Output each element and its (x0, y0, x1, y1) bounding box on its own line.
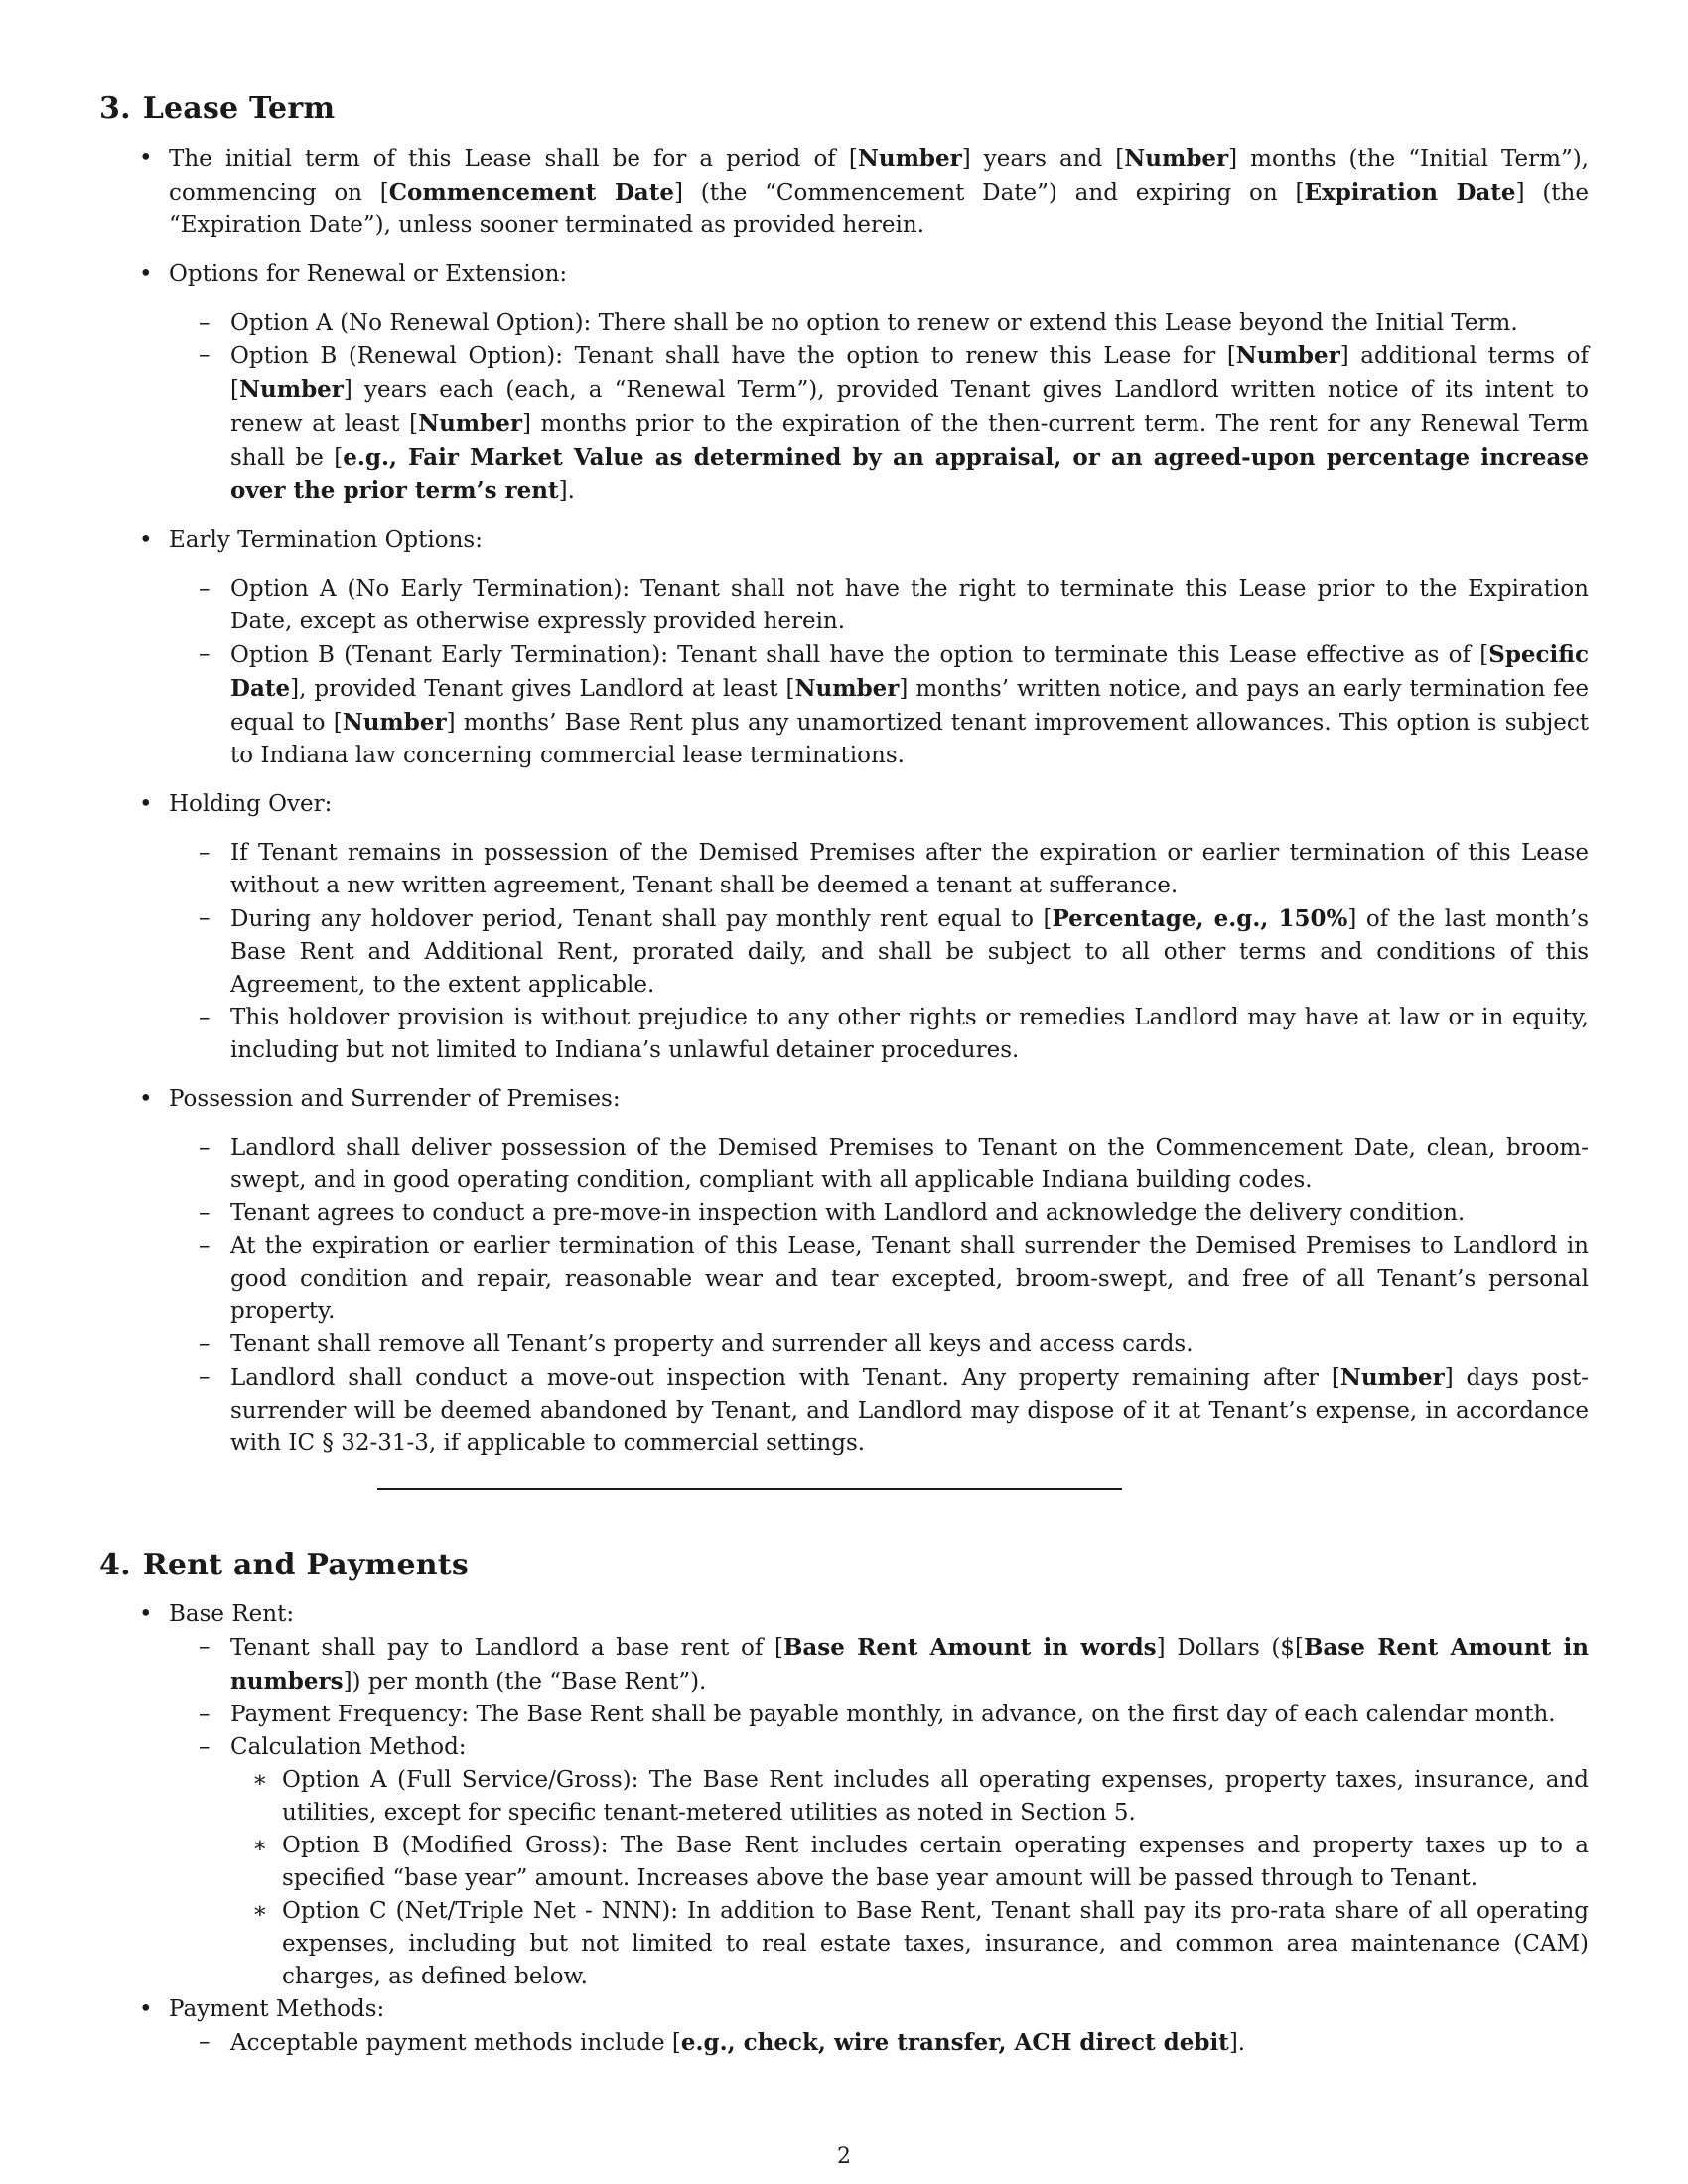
document-page (99, 91, 1589, 2060)
text-run: Option B (Modified Gross): The Base Rent includes certain operating expenses and property taxes up to a specified “base year” amount. Increases above the base year amount will be passed through to Tenant. (282, 1833, 1589, 1891)
list-item-holding-over (99, 788, 1589, 1067)
section-number: 3. (99, 91, 131, 126)
text-run: ] years and [ (961, 146, 1125, 172)
bullet-icon: • (139, 1086, 153, 1112)
text-run: ]) per month (the “Base Rent”). (343, 1669, 707, 1695)
bullet-icon: • (139, 791, 153, 817)
sub-list (169, 1132, 1589, 1460)
sub-sub-item (230, 1895, 1589, 1993)
bullet-icon: • (139, 527, 153, 553)
section-4-heading (99, 1548, 1589, 1582)
item-heading: Payment Methods: (169, 1996, 385, 2022)
asterisk-icon: ∗ (252, 1767, 268, 1793)
item-heading: Options for Renewal or Extension: (169, 261, 568, 287)
sub-item (169, 1132, 1589, 1197)
section-3-heading (99, 91, 1589, 126)
placeholder-field: Base Rent Amount in words (782, 1634, 1157, 1661)
item-heading: Possession and Surrender of Premises: (169, 1086, 621, 1112)
placeholder-field: Number (1339, 1364, 1445, 1391)
sub-list (169, 1631, 1589, 1993)
sub-list (169, 2026, 1589, 2060)
text-run: ] months’ Base Rent plus any unamortized tenant improvement allowances. This option is subject to Indiana law concerning commercial lease terminations. (230, 710, 1589, 768)
sub-item (169, 2026, 1589, 2060)
section-3-list (99, 142, 1589, 1460)
text-run: ] (the “Expiration Date”), unless sooner terminated as provided herein. (169, 180, 1589, 238)
section-title: Lease Term (142, 91, 336, 126)
list-item-possession (99, 1083, 1589, 1460)
text-run: ] of the last month’s Base Rent and Additional Rent, prorated daily, and shall be subject to all other terms and conditions of this Agreement, to the extent applicable. (230, 906, 1590, 998)
sub-list (169, 837, 1589, 1067)
section-title: Rent and Payments (142, 1548, 469, 1582)
text-run: ] years each (each, a “Renewal Term”), provided Tenant gives Landlord written notice of its intent to renew at least [ (230, 377, 1589, 437)
dash-icon: – (199, 576, 211, 602)
list-item-base-rent (99, 1598, 1589, 1993)
text-run: ] additional terms of [ (230, 343, 1589, 403)
dash-icon: – (199, 840, 211, 866)
placeholder-field: e.g., check, wire transfer, ACH direct debit (680, 2029, 1229, 2056)
dash-icon: – (199, 310, 211, 336)
text-run: Tenant shall pay to Landlord a base rent of [ (230, 1635, 783, 1661)
dash-icon: – (199, 1331, 211, 1357)
sub-item (169, 1230, 1589, 1328)
text-run: Tenant shall remove all Tenant’s property and surrender all keys and access cards. (230, 1331, 1194, 1357)
page-number: 2 (837, 2144, 851, 2169)
text-run: Acceptable payment methods include [ (230, 2030, 681, 2056)
sub-item (169, 1002, 1589, 1067)
sub-item (169, 1631, 1589, 1699)
placeholder-field: Expiration Date (1304, 179, 1516, 205)
bullet-icon: • (139, 261, 153, 287)
text-run: ]. (558, 478, 575, 504)
text-run: The initial term of this Lease shall be for a period of [ (169, 146, 858, 172)
sub-sub-list (230, 1764, 1589, 1993)
placeholder-field: Number (1235, 342, 1340, 369)
text-run: Payment Frequency: The Base Rent shall be payable monthly, in advance, on the first day of each calendar month. (230, 1702, 1556, 1727)
bullet-icon: • (139, 1601, 153, 1627)
asterisk-icon: ∗ (252, 1833, 268, 1858)
asterisk-icon: ∗ (252, 1898, 268, 1924)
section-number: 4. (99, 1548, 131, 1582)
sub-item (169, 638, 1589, 772)
item-heading: Base Rent: (169, 1601, 295, 1627)
dash-icon: – (199, 342, 211, 368)
text-run: This holdover provision is without prejudice to any other rights or remedies Landlord may have at law or in equity, including but not limited to Indiana’s unlawful detainer procedures. (230, 1005, 1589, 1063)
dash-icon: – (199, 1005, 211, 1030)
text-run: At the expiration or earlier termination of this Lease, Tenant shall surrender the Demised Premises to Landlord in good condition and repair, reasonable wear and tear excepted, broom-swept, and free of all Tenant’s personal property. (230, 1233, 1589, 1324)
sub-sub-item (230, 1830, 1589, 1895)
sub-item (169, 340, 1589, 508)
text-run: Landlord shall deliver possession of the Demised Premises to Tenant on the Commencement Date, clean, broom-swept, and in good operating condition, compliant with all applicable Indiana building codes. (230, 1135, 1589, 1193)
placeholder-field: Commencement Date (388, 179, 674, 205)
dash-icon: – (199, 1734, 211, 1760)
dash-icon: – (199, 1200, 211, 1226)
sub-item (169, 573, 1589, 638)
text-run: Option A (No Early Termination): Tenant shall not have the right to terminate this Lease prior to the Expiration Date, except as otherwise expressly provided herein. (230, 576, 1589, 634)
text-run: ] months prior to the expiration of the then-current term. The rent for any Renewal Term shall be [ (230, 411, 1589, 471)
bullet-icon: • (139, 1996, 153, 2022)
sub-item (169, 1328, 1589, 1361)
sub-item (169, 837, 1589, 902)
placeholder-field: Number (342, 709, 447, 736)
section-4-list (99, 1598, 1589, 2060)
dash-icon: – (199, 1135, 211, 1160)
text-run: Option B (Tenant Early Termination): Tenant shall have the option to terminate this Lease effective as of [ (230, 642, 1489, 668)
list-item-payment-methods (99, 1993, 1589, 2060)
text-run: ] months’ written notice, and pays an early termination fee equal to [ (230, 676, 1589, 736)
sub-item (169, 1361, 1589, 1460)
placeholder-field: Number (794, 675, 900, 702)
text-run: ]. (1228, 2030, 1246, 2056)
item-heading: Early Termination Options: (169, 527, 483, 553)
section-divider (377, 1488, 1122, 1490)
list-item-renewal (99, 258, 1589, 508)
text-run: Option A (No Renewal Option): There shall be no option to renew or extend this Lease beyond the Initial Term. (230, 310, 1518, 336)
bullet-icon: • (139, 145, 153, 171)
sub-item (169, 1699, 1589, 1731)
list-item-early-termination (99, 524, 1589, 772)
placeholder-field: e.g., Fair Market Value as determined by an appraisal, or an agreed-upon percentage increase over the prior term’s rent (230, 444, 1589, 504)
dash-icon: – (199, 1364, 211, 1390)
dash-icon: – (199, 1233, 211, 1259)
text-run: During any holdover period, Tenant shall pay monthly rent equal to [ (230, 906, 1053, 932)
text-run: ] months (the “Initial Term”), commencing on [ (169, 146, 1589, 205)
text-run: ], provided Tenant gives Landlord at least [ (290, 676, 795, 702)
sub-sub-item (230, 1764, 1589, 1830)
sub-list (169, 573, 1589, 772)
placeholder-field: Specific Date (230, 641, 1589, 702)
dash-icon: – (199, 1634, 211, 1660)
sub-item (169, 902, 1589, 1002)
dash-icon: – (199, 641, 211, 667)
list-item-initial-term (99, 142, 1589, 242)
sub-item (169, 307, 1589, 340)
dash-icon: – (199, 2029, 211, 2055)
text-run: Landlord shall conduct a move-out inspection with Tenant. Any property remaining after [ (230, 1365, 1340, 1391)
sub-item (169, 1731, 1589, 1993)
text-run: If Tenant remains in possession of the Demised Premises after the expiration or earlier termination of this Lease without a new written agreement, Tenant shall be deemed a tenant at sufferance. (230, 840, 1589, 898)
text-run: ] (the “Commencement Date”) and expiring on [ (673, 180, 1305, 205)
item-heading: Holding Over: (169, 791, 333, 817)
dash-icon: – (199, 905, 211, 931)
text-run: Option A (Full Service/Gross): The Base Rent includes all operating expenses, property taxes, insurance, and utilities, except for specific tenant-metered utilities as noted in Section 5. (282, 1767, 1589, 1826)
placeholder-field: Number (238, 376, 344, 403)
text-run: ] Dollars ($[ (1156, 1635, 1304, 1661)
placeholder-field: Number (1124, 145, 1229, 172)
sub-item (169, 1197, 1589, 1230)
placeholder-field: Number (857, 145, 962, 172)
text-run: Option C (Net/Triple Net - NNN): In addition to Base Rent, Tenant shall pay its pro-rata share of all operating expenses, including but not limited to real estate taxes, insurance, and common area maintenance (CAM) charges, as defined below. (282, 1898, 1589, 1989)
text-run: Option B (Renewal Option): Tenant shall have the option to renew this Lease for [ (230, 343, 1236, 369)
sub-list (169, 307, 1589, 508)
text-run: ] days post-surrender will be deemed abandoned by Tenant, and Landlord may dispose of it at Tenant’s expense, in accordance with IC § 32-31-3, if applicable to commercial settings. (230, 1365, 1590, 1456)
dash-icon: – (199, 1702, 211, 1727)
item-heading: Calculation Method: (230, 1734, 467, 1760)
placeholder-field: Percentage, e.g., 150% (1052, 905, 1348, 932)
text-run: Tenant agrees to conduct a pre-move-in inspection with Landlord and acknowledge the delivery condition. (230, 1200, 1466, 1226)
placeholder-field: Number (418, 410, 522, 437)
placeholder-field: Base Rent Amount in numbers (230, 1634, 1590, 1695)
